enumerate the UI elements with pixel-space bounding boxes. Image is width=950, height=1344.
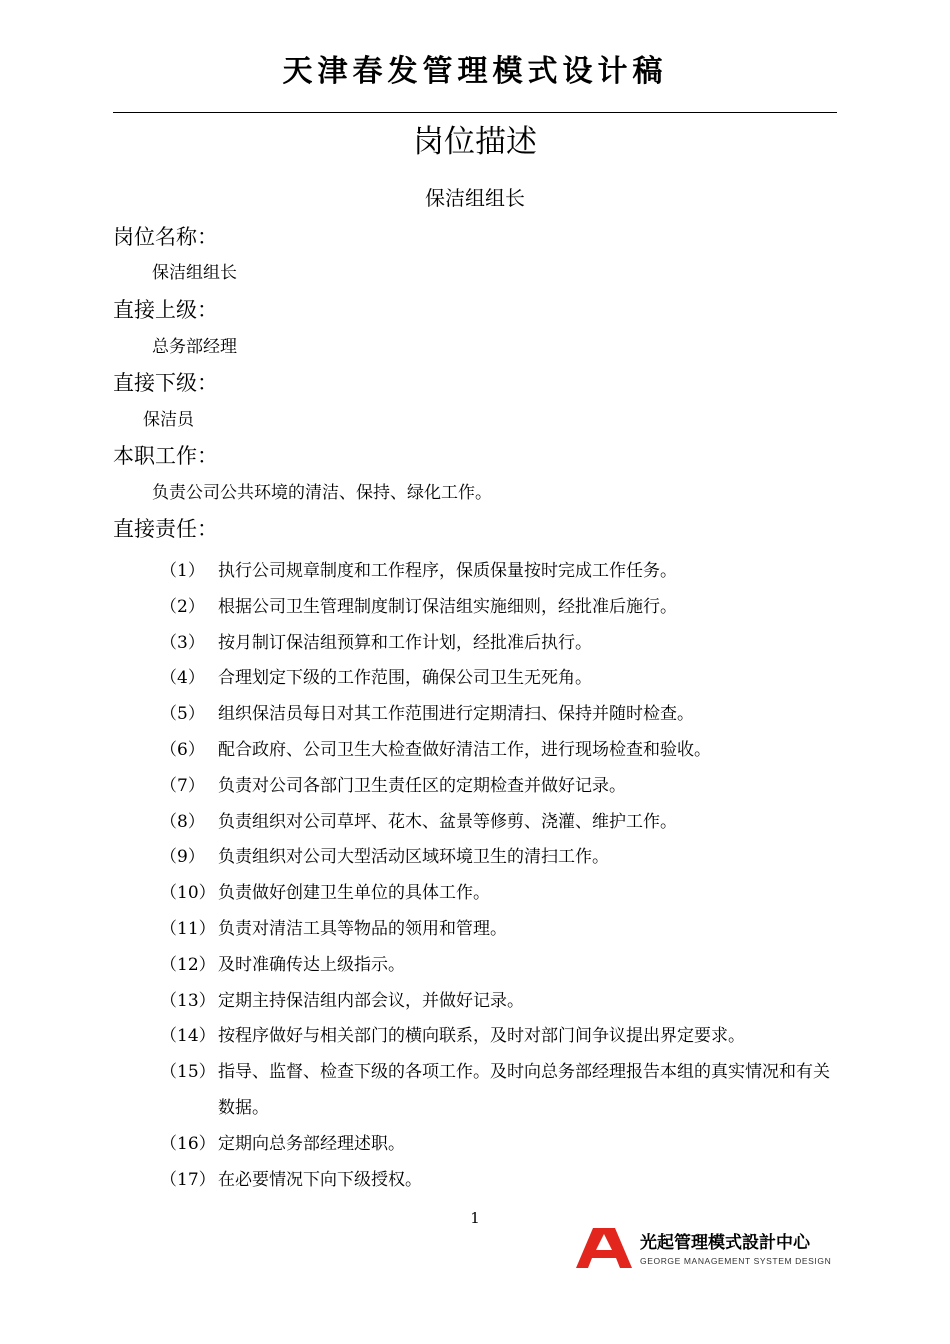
direct-subordinate-label: 直接下级： [113, 371, 218, 395]
item-number: （5） [160, 704, 205, 725]
item-text: 负责组织对公司大型活动区域环境卫生的清扫工作。 [218, 847, 609, 868]
item-number: （13） [160, 990, 216, 1011]
item-text: 负责组织对公司草坪、花木、盆景等修剪、浇灌、维护工作。 [218, 811, 677, 832]
header-title: 天津春发管理模式设计稿 [282, 54, 668, 89]
list-item [160, 1055, 840, 1127]
list-item [160, 733, 840, 769]
item-number: （10） [160, 883, 216, 904]
list-item [160, 590, 840, 626]
direct-superior-value: 总务部经理 [152, 337, 237, 357]
logo-name: 光起管理模式設計中心 [640, 1233, 810, 1253]
item-number: （12） [160, 954, 216, 975]
list-item [160, 912, 840, 948]
direct-responsibility-label: 直接责任： [113, 517, 218, 541]
document-title: 岗位描述 [413, 124, 537, 160]
company-logo [576, 1228, 838, 1270]
item-text: 按程序做好与相关部门的横向联系，及时对部门间争议提出界定要求。 [218, 1026, 745, 1047]
item-number: （15） [160, 1062, 216, 1083]
item-text: 负责做好创建卫生单位的具体工作。 [218, 883, 490, 904]
item-text: 定期主持保洁组内部会议，并做好记录。 [218, 990, 524, 1011]
item-number: （14） [160, 1026, 216, 1047]
item-number: （1） [160, 561, 205, 581]
item-text: 根据公司卫生管理制度制订保洁组实施细则，经批准后施行。 [218, 596, 677, 617]
item-text: 执行公司规章制度和工作程序，保质保量按时完成工作任务。 [218, 561, 677, 581]
list-item [160, 1163, 840, 1199]
list-item [160, 626, 840, 662]
list-item [160, 661, 840, 697]
item-number: （3） [160, 632, 205, 653]
item-text: 负责对公司各部门卫生责任区的定期检查并做好记录。 [218, 775, 626, 796]
item-text: 按月制订保洁组预算和工作计划，经批准后执行。 [218, 632, 592, 653]
item-number: （8） [160, 811, 205, 832]
direct-subordinate-value: 保洁员 [143, 410, 194, 430]
list-item [160, 697, 840, 733]
item-number: （16） [160, 1133, 216, 1154]
page-number: 1 [470, 1209, 480, 1227]
list-item [160, 769, 840, 805]
item-text: 配合政府、公司卫生大检查做好清洁工作，进行现场检查和验收。 [218, 739, 711, 760]
document-subtitle: 保洁组组长 [425, 186, 525, 210]
item-text: 负责对清洁工具等物品的领用和管理。 [218, 918, 507, 939]
position-name-label: 岗位名称： [113, 225, 218, 249]
list-item [160, 840, 840, 876]
item-number: （7） [160, 775, 205, 796]
job-duty-label: 本职工作： [113, 444, 218, 468]
item-number: （11） [160, 918, 216, 939]
logo-subtitle: GEORGE MANAGEMENT SYSTEM DESIGN [640, 1256, 832, 1266]
logo-a-icon [576, 1228, 632, 1268]
list-item [160, 948, 840, 984]
job-duty-value: 负责公司公共环境的清洁、保持、绿化工作。 [152, 483, 492, 503]
direct-superior-label: 直接上级： [113, 298, 218, 322]
item-text: 在必要情况下向下级授权。 [218, 1169, 422, 1190]
item-text: 及时准确传达上级指示。 [218, 954, 405, 975]
list-item [160, 1019, 840, 1055]
list-item [160, 984, 840, 1020]
list-item [160, 805, 840, 841]
list-item [160, 554, 840, 590]
header-divider [113, 112, 837, 113]
item-number: （9） [160, 847, 205, 868]
item-number: （17） [160, 1169, 216, 1190]
list-item [160, 1127, 840, 1163]
item-text: 定期向总务部经理述职。 [218, 1133, 405, 1154]
item-number: （2） [160, 596, 205, 617]
item-text: 合理划定下级的工作范围，确保公司卫生无死角。 [218, 668, 592, 689]
item-number: （4） [160, 668, 205, 689]
list-item [160, 876, 840, 912]
item-text: 组织保洁员每日对其工作范围进行定期清扫、保持并随时检查。 [218, 704, 694, 725]
responsibility-list [160, 554, 840, 1198]
position-name-value: 保洁组组长 [152, 263, 237, 283]
item-text: 指导、监督、检查下级的各项工作。及时向总务部经理报告本组的真实情况和有关数据。 [218, 1062, 830, 1118]
item-number: （6） [160, 739, 205, 760]
